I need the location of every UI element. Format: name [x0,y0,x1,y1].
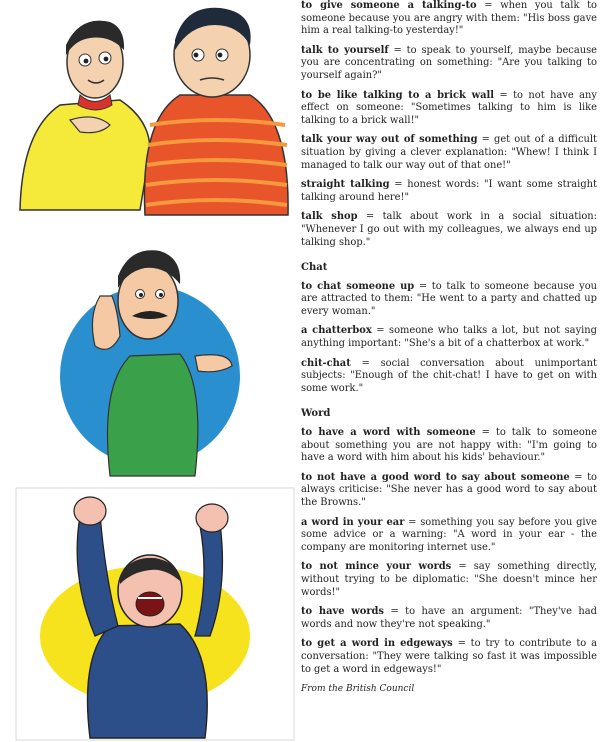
idiom-definition: = to talk to someone because you are attracted to them: "He went to a party and chatted up every woman." [301,280,597,317]
man-listening-image [0,236,298,478]
idiom-term: straight talking [301,179,390,191]
section-heading-chat: Chat [301,262,328,274]
idiom-definition: = to have an argument: "They've had words and now they're not speaking." [301,606,597,630]
idiom-definition: = honest words: "I want some straight talking around here!" [301,179,597,203]
entry-chat-up [301,281,597,319]
section-word [301,408,597,676]
entry-talking-to [301,0,597,38]
man-shouting-image [0,486,298,742]
entry-chatterbox [301,325,597,350]
idiom-term: talk to yourself [301,44,389,56]
idioms-text-column [301,0,597,696]
entry-brick-wall [301,90,597,128]
entry-straight-talking [301,179,597,204]
idiom-term: chit-chat [301,357,351,369]
idiom-definition: = someone who talks a lot, but not saying anything important: "She's a bit of a chatterbox at work." [301,325,597,350]
entry-have-words [301,606,597,631]
section-heading-word: Word [301,408,331,420]
entry-not-a-good-word [301,472,597,510]
entry-word-in-your-ear [301,517,597,555]
entry-mince-words [301,561,597,599]
idiom-definition: = when you talk to someone because you are angry with them: "His boss gave him a real talking-to yesterday!" [301,0,598,37]
entry-talk-shop [301,211,597,249]
idiom-term: to not have a good word to say about someone [301,471,570,483]
illustration-man-shouting [0,486,298,742]
idiom-term: to get a word in edgeways [301,638,453,650]
entry-talk-to-yourself [301,45,597,83]
idiom-term: to have a word with someone [301,427,476,439]
illustration-two-men-arguing [0,0,298,232]
idiom-definition: = to talk to someone about something you are not happy with: "I'm going to have a word with him about his kids' behaviour." [301,427,597,464]
idiom-term: to not mince your words [301,561,452,573]
two-men-arguing-image [0,0,298,232]
idiom-definition: = to speak to yourself, maybe because you are concentrating on something: "Are you talking to yourself again?" [301,44,597,81]
idiom-term: talk shop [301,211,358,223]
section-chat [301,262,597,395]
section-talk [301,0,597,249]
idiom-term: a chatterbox [301,325,372,337]
idiom-definition: = say something directly, without trying to be diplomatic: "She doesn't mince her words!" [301,561,597,598]
idiom-term: to be like talking to a brick wall [301,89,494,101]
idiom-definition: = to always criticise: "She never has a good word to say about the Browns." [301,471,597,508]
entry-have-a-word [301,427,597,465]
idiom-term: to give someone a talking-to [301,0,477,11]
idiom-definition: = get out of a difficult situation by giving a clever explanation: "Whew! I think I managed to talk our way out of that one!" [301,134,597,171]
source-credit: From the British Council [301,684,415,695]
idiom-definition: = social conversation about unimportant subjects: "Enough of the chit-chat! I have to get on with some work." [301,357,597,394]
idiom-term: to chat someone up [301,280,415,292]
idiom-definition: = to not have any effect on someone: "Sometimes talking to him is like talking to a brick wall!" [301,89,597,126]
entry-word-in-edgeways [301,638,597,676]
idiom-term: a word in your ear [301,516,405,528]
illustration-man-listening [0,236,298,478]
idiom-definition: = talk about work in a social situation: "Whenever I go out with my colleagues, we always end up talking shop." [301,211,597,248]
idiom-term: to have words [301,606,384,618]
idiom-term: talk your way out of something [301,134,478,146]
entry-talk-your-way-out [301,134,597,172]
entry-chit-chat [301,358,597,396]
idiom-definition: = something you say before you give some advice or a warning: "A word in your ear - the company are monitoring internet use." [301,516,598,553]
idiom-definition: = to try to contribute to a conversation: "They were talking so fast it was impossible to get a word in edgeways!" [301,638,597,675]
